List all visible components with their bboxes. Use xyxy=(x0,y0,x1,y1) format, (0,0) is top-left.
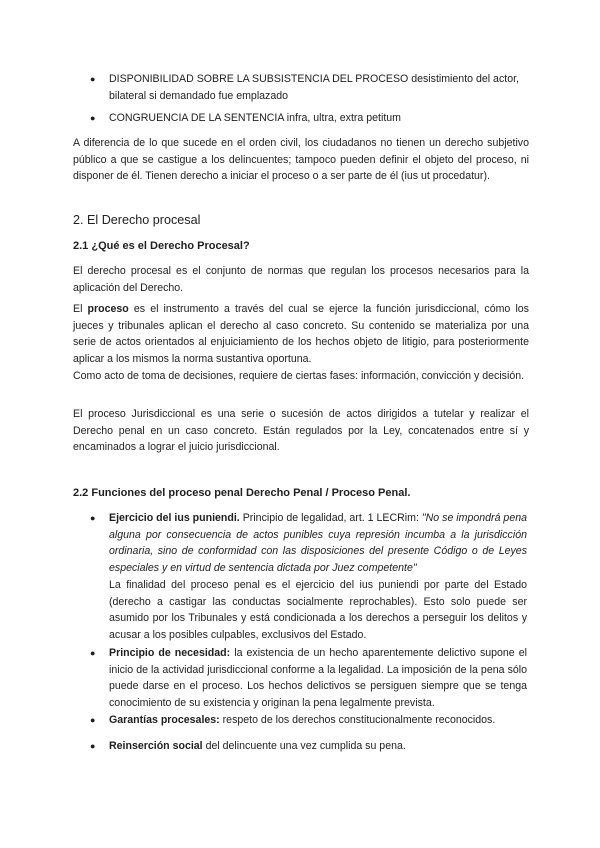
bullet-text: infra, ultra, extra petitum xyxy=(283,112,402,124)
paragraph-jurisdiccional: El proceso Jurisdiccional es una serie o sucesión de actos dirigidos a tutelar y realizar el Derecho penal en un caso concreto. Están regulados por la Ley, concatenados entre sí y encaminados a lograr el juicio jurisdiccional. xyxy=(73,408,529,453)
intro-paragraph: A diferencia de lo que sucede en el orden civil, los ciudadanos no tienen un derecho subjetivo público a que se castigue a los delincuentes; tampoco pueden definir el objeto del proceso, ni disponer de él. Tienen derecho a iniciar el proceso o a ser parte de él (ius ut procedatur). xyxy=(73,137,529,182)
bullet-dot: ● xyxy=(90,74,96,84)
bold-term: proceso xyxy=(87,303,129,315)
item-text: respeto de los derechos constitucionalmente reconocidos. xyxy=(219,714,496,726)
bullet-dot: ● xyxy=(90,513,96,523)
bullet-lead: DISPONIBILIDAD SOBRE LA SUBSISTENCIA DEL PROCESO xyxy=(109,73,409,85)
bullet-dot: ● xyxy=(90,715,96,725)
item-garantias xyxy=(109,712,527,729)
item-text: del delincuente una vez cumplida su pena. xyxy=(202,740,406,752)
subsection-1-title: 2.1 ¿Qué es el Derecho Procesal? xyxy=(73,240,250,252)
bullet-lead: CONGRUENCIA DE LA SENTENCIA xyxy=(109,112,284,124)
item-lead: Principio de necesidad: xyxy=(109,647,231,659)
item-lead: Garantías procesales: xyxy=(109,714,220,726)
bullet-dot: ● xyxy=(90,648,96,658)
item-ius-puniendi-extra: La finalidad del proceso penal es el ejercicio del ius puniendi por parte del Estado (derecho a castigar las conductas socialmente reprochables). Esto solo puede ser asumido por los Tribunales y está condicionada a los derechos a perseguir los delitos y acusar a los posibles culpables, exclusivos del Estado. xyxy=(109,579,527,641)
item-principio-necesidad xyxy=(109,645,527,711)
text: El xyxy=(73,303,88,315)
subsection-2-title: 2.2 Funciones del proceso penal Derecho Penal / Proceso Penal. xyxy=(73,487,411,499)
section-title: 2. El Derecho procesal xyxy=(73,213,201,227)
item-lead: Reinserción social xyxy=(109,740,203,752)
top-bullet-congruencia xyxy=(109,110,527,127)
item-text: la existencia de un hecho aparentemente delictivo supone el inicio de la actividad jurisdiccional conforme a la legalidad. La imposición de la pena sólo puede darse en el proceso. Los hechos delictivos se persiguen siempre que se tenga conocimiento de su existencia y originan la pena legalmente prevista. xyxy=(109,647,528,709)
item-text: Principio de legalidad, art. 1 LECRim: xyxy=(239,512,422,524)
bullet-text: desistimiento del actor, bilateral si demandado fue emplazado xyxy=(109,73,519,102)
bullet-dot: ● xyxy=(90,741,96,751)
paragraph-fases: Como acto de toma de decisiones, requiere de ciertas fases: información, convicción y decisión. xyxy=(73,370,525,382)
item-ius-puniendi xyxy=(109,510,527,576)
paragraph-proceso xyxy=(73,301,529,367)
paragraph-definition: El derecho procesal es el conjunto de normas que regulan los procesos necesarios para la aplicación del Derecho. xyxy=(73,265,529,294)
item-reinsercion xyxy=(109,738,527,755)
item-lead: Ejercicio del ius puniendi. xyxy=(109,512,240,524)
bullet-dot: ● xyxy=(90,113,96,123)
text: es el instrumento a través del cual se ejerce la función jurisdiccional, cómo los jueces y tribunales aplican el derecho al caso concreto. Su contenido se materializa por una serie de actos orientados al enjuiciamiento de los hechos objeto de litigio, para posteriormente aplicar a los mismos la norma sustantiva oportuna. xyxy=(73,303,529,365)
top-bullet-disponibilidad xyxy=(109,71,527,104)
item-quote: "No se impondrá pena alguna por consecuencia de actos punibles cuya represión incumba a la jurisdicción ordinaria, sino de conformidad con las disposiciones del presente Código o de Leyes especiales y en virtud de sentencia dictada por Juez competente" xyxy=(109,512,527,574)
